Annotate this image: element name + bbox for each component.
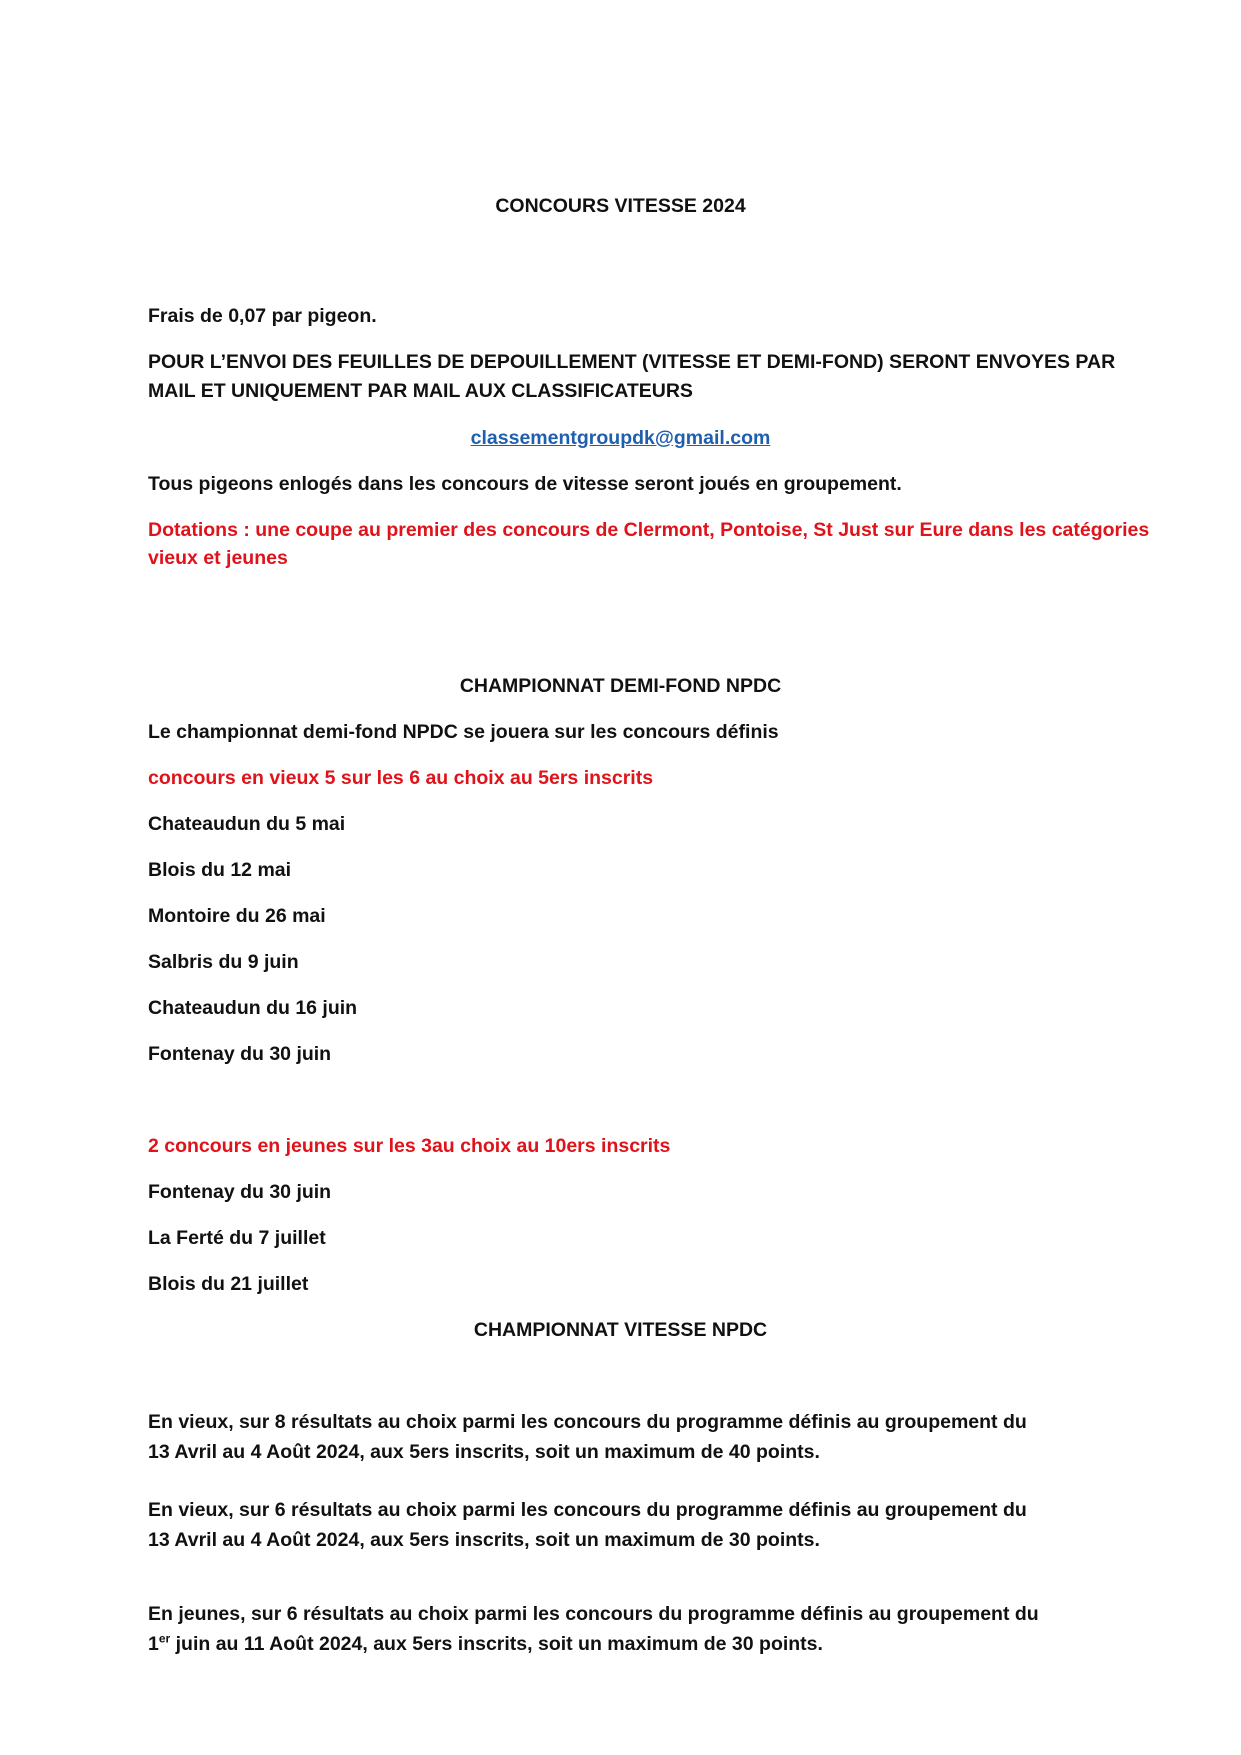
jeunes6-day: 1 [148,1633,159,1655]
email-link[interactable]: classementgroupdk@gmail.com [470,427,771,449]
jeunes6-day-suffix: er [158,1631,171,1646]
envoi-line-2: MAIL ET UNIQUEMENT PAR MAIL AUX CLASSIFICATEURS [148,380,693,402]
jeunes6-line-2-rest: juin au 11 Août 2024, aux 5ers inscrits, soit un maximum de 30 points. [170,1633,823,1655]
vieux8-line-1: En vieux, sur 8 résultats au choix parmi les concours du programme définis au groupement du [148,1411,1027,1433]
jeunes6-line-2 [148,1630,823,1658]
vieux-rule: concours en vieux 5 sur les 6 au choix au 5ers inscrits [148,767,654,789]
dotations-line-2: vieux et jeunes [148,547,288,569]
demifond-intro: Le championnat demi-fond NPDC se jouera sur les concours définis [148,721,779,743]
vieux6-line-2: 13 Avril au 4 Août 2024, aux 5ers inscrits, soit un maximum de 30 points. [148,1529,820,1551]
title-concours-vitesse: CONCOURS VITESSE 2024 [495,195,746,217]
title-demifond: CHAMPIONNAT DEMI-FOND NPDC [459,675,782,697]
dotations-line-1: Dotations : une coupe au premier des concours de Clermont, Pontoise, St Just sur Eure dans les catégories [148,519,1150,541]
vieux-race: Fontenay du 30 juin [148,1043,332,1065]
vieux-race: Montoire du 26 mai [148,905,326,927]
title-vitesse-npdc: CHAMPIONNAT VITESSE NPDC [473,1319,768,1341]
jeunes-rule: 2 concours en jeunes sur les 3au choix au 10ers inscrits [148,1135,671,1157]
vieux-race: Blois du 12 mai [148,859,292,881]
vieux-race: Chateaudun du 16 juin [148,997,358,1019]
frais-text: Frais de 0,07 par pigeon. [148,305,377,327]
vieux-race: Chateaudun du 5 mai [148,813,346,835]
groupement-text: Tous pigeons enlogés dans les concours de vitesse seront joués en groupement. [148,473,902,495]
envoi-line-1: POUR L’ENVOI DES FEUILLES DE DEPOUILLEMENT (VITESSE ET DEMI-FOND) SERONT ENVOYES PAR [148,351,1116,373]
vieux6-line-1: En vieux, sur 6 résultats au choix parmi les concours du programme définis au groupement du [148,1499,1027,1521]
jeunes-race: Fontenay du 30 juin [148,1181,332,1203]
vieux-race: Salbris du 9 juin [148,951,299,973]
jeunes-race: Blois du 21 juillet [148,1273,309,1295]
vieux8-line-2: 13 Avril au 4 Août 2024, aux 5ers inscrits, soit un maximum de 40 points. [148,1441,820,1463]
jeunes-race: La Ferté du 7 juillet [148,1227,326,1249]
jeunes6-line-1: En jeunes, sur 6 résultats au choix parmi les concours du programme définis au groupement du [148,1603,1039,1625]
